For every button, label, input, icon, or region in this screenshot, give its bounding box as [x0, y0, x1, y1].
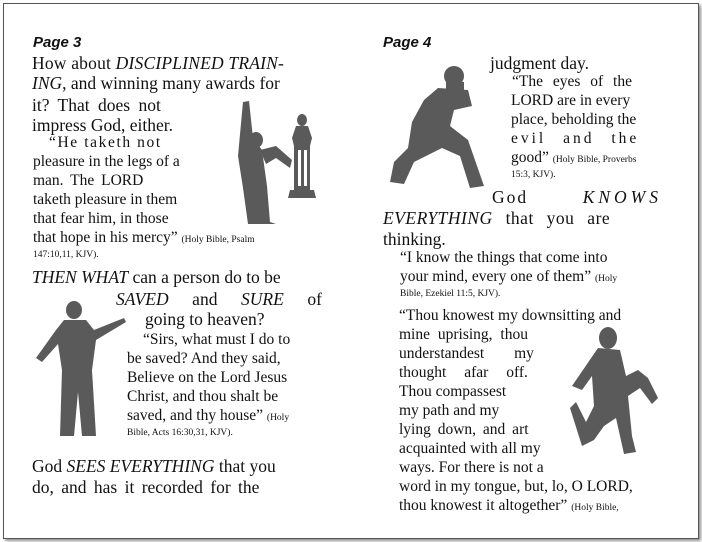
proverbs-quote-line-1: “The eyes of the [512, 73, 632, 90]
proverbs-citation-cont: 15:3, KJV). [511, 170, 556, 180]
psalm139-line-2: mine uprising, thou [399, 326, 528, 343]
psalm-quote-line-6: that hope in his mercy” (Holy Bible, Psalm [33, 229, 255, 246]
psalm-citation: (Holy Bible, Psalm [181, 235, 255, 245]
ezekiel-quote-line-2: your mind, every one of them” (Holy [400, 268, 618, 285]
sitting-man-silhouette [564, 326, 662, 456]
left-line-3: it? That does not [32, 95, 161, 115]
left-line-2: ING, and winning many awards for [32, 73, 280, 93]
everything-line: EVERYTHING that you are [383, 208, 611, 228]
acts-quote-line-1: “Sirs, what must I do to [143, 331, 291, 348]
psalm139-line-10: word in my tongue, but, lo, O LORD, [399, 478, 633, 495]
psalm-citation-cont: 147:10,11, KJV). [33, 250, 99, 260]
acts-quote-line-2: be saved? And they said, [127, 350, 281, 367]
sees-everything-line: God SEES EVERYTHING that you [32, 456, 276, 476]
proverbs-quote-line-2: LORD are in every [511, 92, 631, 109]
acts-citation-cont: Bible, Acts 16:30,31, KJV). [127, 428, 233, 438]
psalm139-line-9: ways. For there is not a [399, 459, 544, 476]
preacher-silhouette [34, 300, 126, 440]
psalm139-line-7: lying down, and art [399, 421, 529, 438]
psalm-quote-line-3: man. The LORD [33, 172, 144, 189]
ezekiel-citation-cont: Bible, Ezekiel 11:5, KJV). [400, 289, 501, 299]
proverbs-citation: (Holy Bible, Proverbs [552, 155, 637, 165]
psalm139-line-6: my path and my [399, 402, 500, 419]
ezekiel-quote-line-1: “I know the things that come into [400, 249, 608, 266]
psalm139-citation: (Holy Bible, [571, 503, 619, 513]
left-line-4: impress God, either. [32, 115, 173, 135]
acts-citation: (Holy [266, 413, 290, 423]
judgment-day-line: judgment day. [490, 53, 589, 73]
saved-sure-line: SAVED and SURE of [116, 289, 322, 309]
thinking-line: thinking. [383, 229, 446, 249]
acts-quote-line-5: saved, and thy house” (Holy [127, 407, 290, 424]
psalm-quote-line-5: that fear him, in those [33, 210, 169, 227]
acts-quote-line-4: Christ, and thou shalt be [127, 388, 279, 405]
proverbs-quote-line-4: evil and the [511, 130, 640, 147]
psalm139-line-4: thought afar off. [399, 364, 528, 381]
psalm139-line-11: thou knowest it altogether” (Holy Bible, [399, 497, 619, 514]
trophy-man-silhouette [236, 98, 328, 228]
psalm-quote-line-4: taketh pleasure in them [33, 191, 178, 208]
photographer-silhouette [388, 66, 500, 190]
page-3-label: Page 3 [33, 34, 82, 51]
psalm139-line-3: understandest my [399, 345, 534, 362]
going-to-heaven-line: going to heaven? [145, 309, 265, 329]
psalm-quote-line-2: pleasure in the legs of a [33, 153, 180, 170]
then-what-line: THEN WHAT can a person do to be [32, 267, 281, 287]
recorded-line: do, and has it recorded for the [32, 477, 260, 497]
god-knows-line: God KNOWS [492, 187, 662, 207]
acts-quote-line-3: Believe on the Lord Jesus [127, 369, 288, 386]
psalm-quote-line-1: “He taketh not [49, 134, 162, 151]
psalm139-line-5: Thou compassest [399, 383, 507, 400]
page-4-label: Page 4 [383, 34, 432, 51]
psalm139-line-8: acquainted with all my [399, 440, 541, 457]
left-line-1: How about DISCIPLINED TRAIN- [32, 53, 285, 73]
proverbs-quote-line-5: good” (Holy Bible, Proverbs [511, 149, 637, 166]
psalm139-line-1: “Thou knowest my downsitting and [399, 307, 622, 324]
ezekiel-citation: (Holy [594, 274, 618, 284]
proverbs-quote-line-3: place, beholding the [511, 111, 637, 128]
